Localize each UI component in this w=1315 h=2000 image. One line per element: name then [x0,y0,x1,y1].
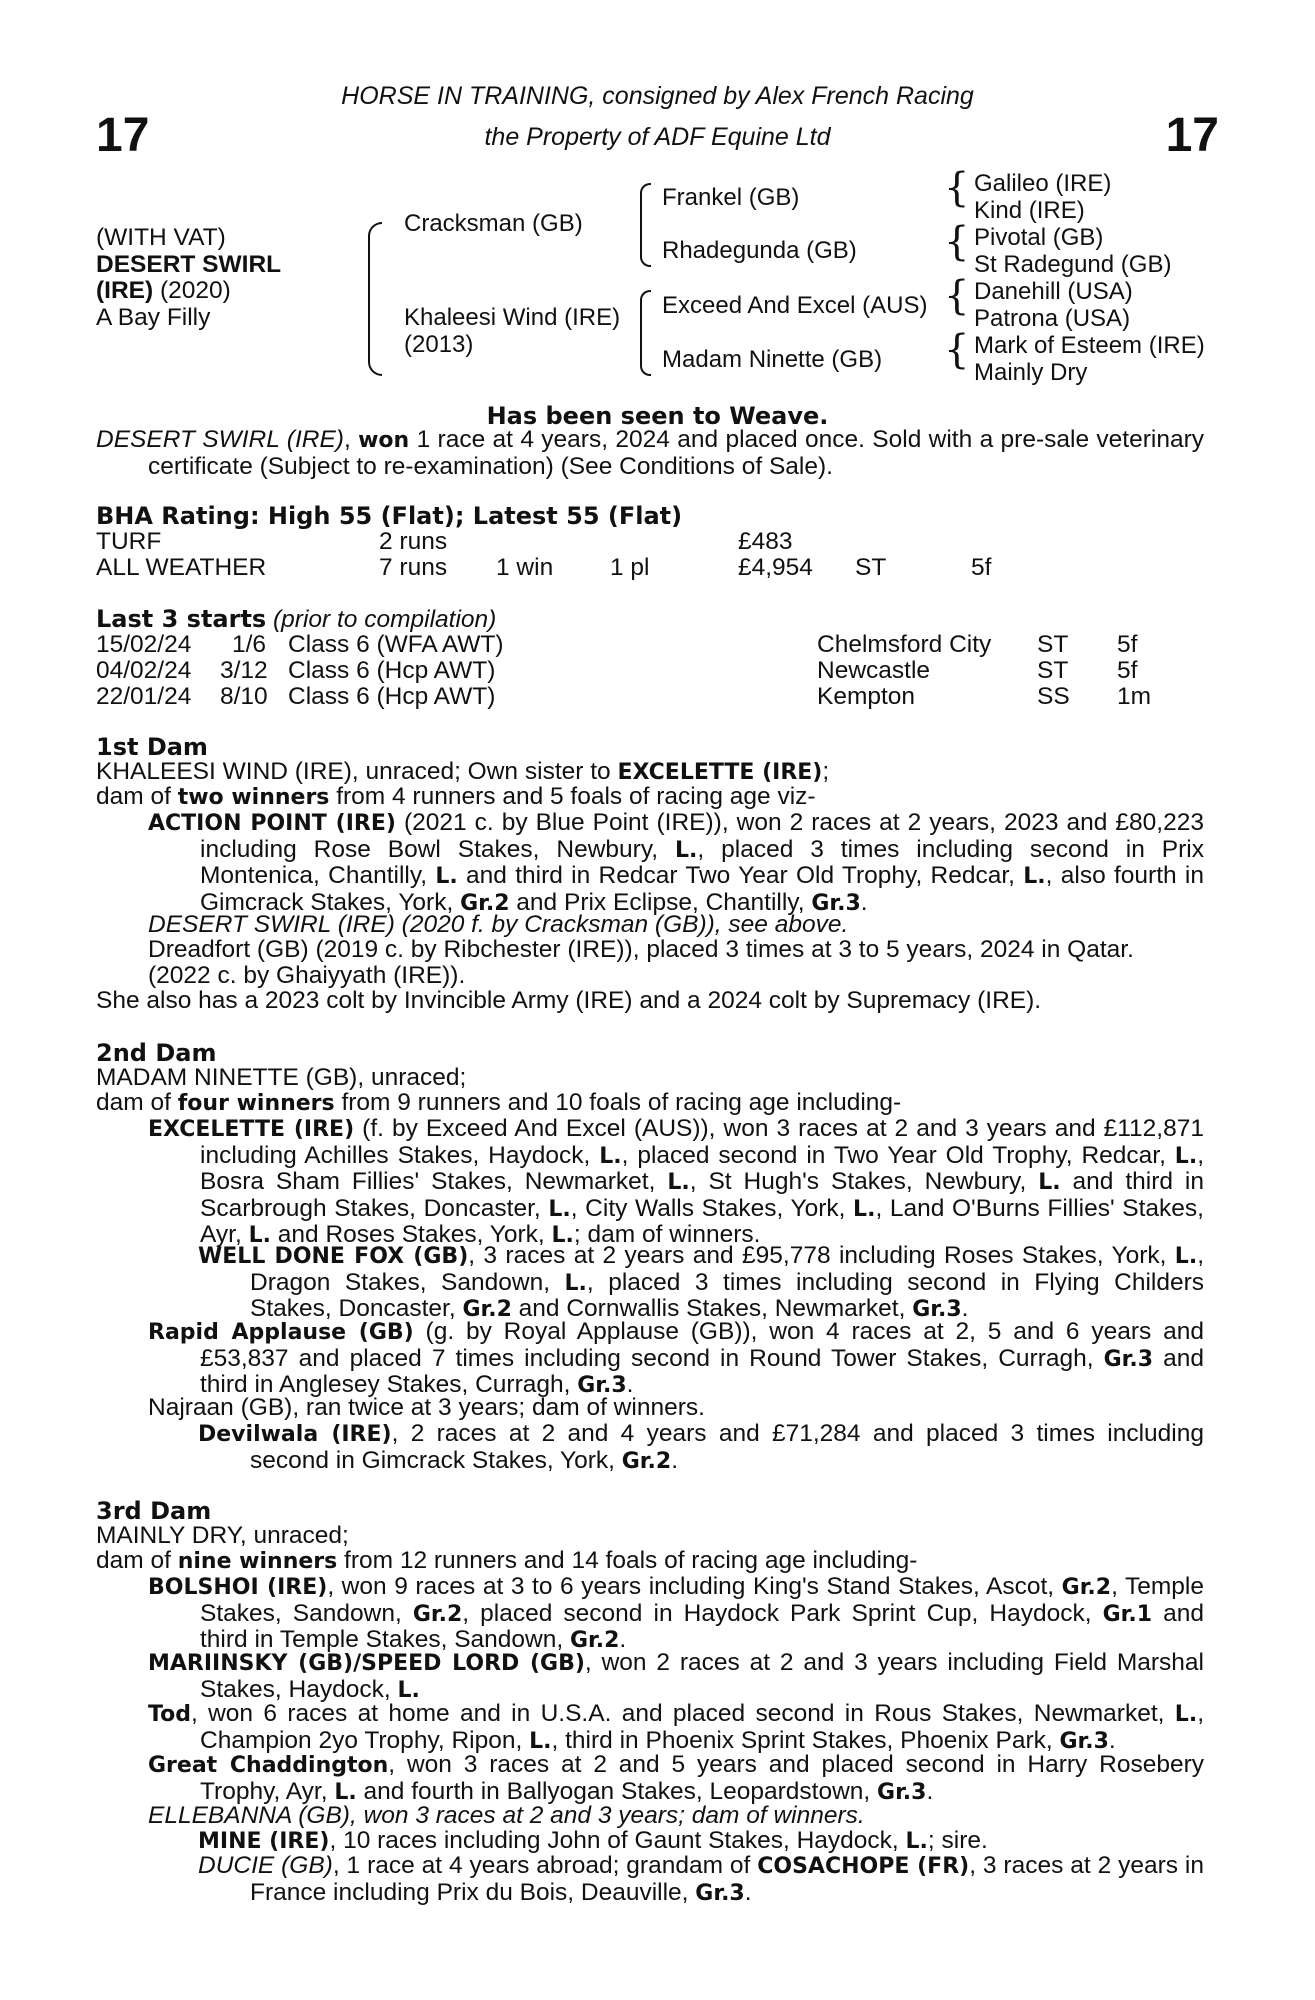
group-mark: Gr.2 [621,1448,672,1474]
start-course-2: Kempton [817,683,916,710]
listed-mark: L. [675,837,698,863]
dam1-sister: EXCELETTE (IRE) [617,760,823,785]
produce-text: , won 9 races at 3 to 6 years including King's Stand Stakes, Ascot, [327,1573,1062,1600]
produce-text: , Temple Stakes, Sandown, [200,1573,1204,1627]
listed-mark: L. [1174,1244,1198,1269]
pedigree-brace-g4: { [944,327,970,373]
grandsire-3: Pivotal (GB) [974,224,1104,251]
produce-text: . [619,1626,627,1653]
dam1-produce-3: Dreadfort (GB) (2019 c. by Ribchester (IRE)), placed 3 times at 3 to 5 years, 2024 in Qatar. [148,936,1134,963]
produce-text: , 2 races at 2 and 4 years and £71,284 and placed 3 times including second in Gimcrack Stakes, York, [250,1420,1204,1474]
summary-horse: DESERT SWIRL (IRE) [96,426,344,453]
lot-number-right: 17 [1165,109,1219,162]
listed-mark: L. [529,1728,552,1754]
dam3-produce-mine [96,1828,1204,1855]
group-mark: Gr.3 [1103,1346,1154,1372]
produce-text: , third in Phoenix Sprint Stakes, Phoenix Park, [551,1726,1060,1754]
produce-text: , Bosra Sham Fillies' Stakes, Newmarket, [200,1141,1204,1195]
sire-sire: Frankel (GB) [662,184,800,211]
grandsire-7: Mark of Esteem (IRE) [974,332,1205,359]
starts-title: Last 3 starts [96,605,267,633]
dam1-produce-1 [96,810,1204,916]
produce-text: , Champion 2yo Trophy, Ripon, [200,1700,1204,1754]
rating-prize-1: £4,954 [738,554,813,581]
group-mark: Gr.3 [811,890,861,916]
dam2-line2 [96,1090,1204,1117]
rating-distance-1: 5f [971,554,992,581]
horse-year: (2020) [153,277,231,304]
produce-text: , also fourth in Gimcrack Stakes, York, [200,862,1204,916]
produce-text: and third in Anglesey Stakes, Curragh, [200,1344,1204,1398]
produce-text: , placed second in Haydock Park Sprint Cup, Haydock, [462,1599,1103,1627]
pedigree-brace-sire [640,183,651,267]
listed-mark: L. [551,1223,574,1248]
property-subtitle: the Property of ADF Equine Ltd [484,123,831,151]
dam-sire: Exceed And Excel (AUS) [662,292,928,319]
consignor-title: HORSE IN TRAINING, consigned by Alex French Racing [341,82,974,110]
grandsire-4: St Radegund (GB) [974,251,1172,278]
pedigree-brace-g3: { [944,273,970,319]
pedigree-brace-g2: { [944,219,970,265]
dam3-produce-bolshoi [96,1574,1204,1654]
horse-identity [96,225,281,331]
dam-dam: Madam Ninette (GB) [662,346,883,373]
dam2-winners: four winners [177,1091,335,1116]
produce-text: . [1108,1726,1116,1754]
dam3-produce-great-chaddington [96,1752,1204,1805]
produce-text: , won 3 races at 2 and 5 years and placed second in Harry Rosebery Trophy, Ayr, [200,1751,1204,1805]
produce-mariinsky: MARIINSKY (GB)/SPEED LORD (GB) [148,1651,585,1676]
produce-excelette: EXCELETTE (IRE) [148,1117,355,1142]
grandsire-6: Patrona (USA) [974,305,1131,332]
summary-paragraph: DESERT SWIRL (IRE), won 1 race at 4 years, 2024 and placed once. Sold with a pre-sale veterinary certificate (Subject to re-examination) (See Conditions of Sale). [96,426,1204,480]
grandsire-1: Galileo (IRE) [974,170,1112,197]
produce-rapid-applause: Rapid Applause (GB) [148,1320,414,1345]
produce-text: , won 6 races at home and in U.S.A. and placed second in Rous Stakes, Newmarket, [190,1700,1175,1727]
grandsire-8: Mainly Dry [974,359,1088,386]
dam1-text: KHALEESI WIND (IRE), unraced; Own sister to [96,758,618,785]
group-mark: Gr.3 [912,1297,962,1322]
listed-mark: L. [548,1196,571,1222]
dam1-heading: 1st Dam [96,733,208,761]
produce-text: , placed 3 times including second in Prix Montenica, Chantilly, [200,835,1204,889]
group-mark: Gr.3 [877,1779,927,1805]
produce-mine: MINE (IRE) [198,1829,330,1854]
produce-text: . [744,1878,752,1906]
produce-cosachope: COSACHOPE (FR) [757,1854,970,1879]
produce-text: , St Hugh's Stakes, Newbury, [689,1168,1039,1195]
produce-text: , 1 race at 4 years abroad; grandam of [332,1852,758,1879]
dam2-foals: from 9 runners and 10 foals of racing age including- [334,1089,902,1116]
dam3-winners: nine winners [177,1549,338,1574]
lot-number-left: 17 [96,109,150,162]
horse-name: DESERT SWIRL [96,250,282,278]
listed-mark: L. [248,1223,271,1248]
weave-note: Has been seen to Weave. [486,402,829,430]
produce-text: , Land O'Burns Fillies' Stakes, Ayr, [200,1194,1204,1248]
group-mark: Gr.1 [1102,1601,1153,1627]
dam2-produce-najraan: Najraan (GB), ran twice at 3 years; dam of winners. [148,1394,705,1421]
rating-placed-1: 1 pl [610,554,650,581]
dam2-dam-of: dam of [96,1089,178,1116]
summary-won: won [358,428,410,453]
dam1-produce-2: DESERT SWIRL (IRE) (2020 f. by Cracksman (GB)), see above. [148,911,849,938]
horse-description: A Bay Filly [96,303,211,331]
start-pos-1: 3/12 [220,657,268,684]
horse-name-line2 [96,278,281,305]
produce-text: , placed 3 times including second in Flying Childers Stakes, Doncaster, [250,1268,1204,1322]
produce-text: . [926,1777,934,1805]
summary-text: 1 race at 4 years, 2024 and placed once. Sold with a pre-sale veterinary certificate (Subject to re-examination) (See Conditions of Sale). [148,426,1204,480]
pedigree-brace-dam [640,290,651,376]
group-mark: Gr.3 [1059,1728,1109,1754]
listed-mark: L. [397,1677,420,1703]
produce-great-chaddington: Great Chaddington [148,1753,389,1778]
dam1-line2 [96,784,1204,811]
listed-mark: L. [564,1270,587,1296]
dam-line2: (2013) [404,331,474,358]
pedigree-brace-g1: { [944,165,970,211]
start-date-1: 04/02/24 [96,657,192,684]
dam3-produce-tod [96,1701,1204,1754]
start-course-0: Chelmsford City [817,631,992,658]
rating-surface-1: ALL WEATHER [96,554,267,581]
start-dist-1: 5f [1117,657,1138,684]
start-going-1: ST [1037,657,1069,684]
dam1-winners: two winners [177,785,330,810]
produce-text: . [671,1446,678,1474]
rating-runs-0: 2 runs [379,528,448,555]
produce-devilwala: Devilwala (IRE) [198,1422,392,1447]
produce-text: . [961,1295,969,1322]
produce-text: , Dragon Stakes, Sandown, [250,1242,1204,1296]
dam2-heading: 2nd Dam [96,1039,217,1067]
start-race-2: Class 6 (Hcp AWT) [288,683,496,710]
sire-dam: Rhadegunda (GB) [662,237,857,264]
sire: Cracksman (GB) [404,210,583,237]
dam3-dam-of: dam of [96,1547,178,1574]
dam1-text-end: ; [822,758,830,785]
dam3-heading: 3rd Dam [96,1497,212,1525]
produce-text: (2021 c. by Blue Point (IRE)), won 2 races at 2 years, 2023 and £80,223 including Rose Bowl Stakes, Newbury, [200,809,1204,863]
start-pos-2: 8/10 [220,683,268,710]
rating-runs-1: 7 runs [379,554,448,581]
listed-mark: L. [1038,1170,1061,1195]
rating-wins-1: 1 win [496,554,554,581]
rating-surface-0: TURF [96,528,162,555]
dam3-produce-mariinsky [96,1650,1204,1703]
rating-prize-0: £483 [738,528,793,555]
listed-mark: L. [334,1779,357,1805]
produce-action-point: ACTION POINT (IRE) [148,811,396,836]
produce-text: . [626,1371,634,1398]
dam2-produce-rapid-applause [96,1319,1204,1399]
horse-suffix: (IRE) [96,277,154,304]
group-mark: Gr.3 [695,1880,745,1906]
produce-text: , won 2 races at 2 and 3 years including Field Marshal Stakes, Haydock, [200,1649,1204,1703]
group-mark: Gr.2 [569,1628,620,1653]
produce-text: and Roses Stakes, York, [270,1221,552,1248]
dam2-produce-devilwala [96,1421,1204,1474]
dam1-line1 [96,759,1204,786]
produce-text: , 10 races including John of Gaunt Stakes, Haydock, [329,1827,906,1854]
produce-text: , placed second in Two Year Old Trophy, Redcar, [621,1141,1175,1169]
listed-mark: L. [1174,1143,1198,1169]
dam2-line1: MADAM NINETTE (GB), unraced; [96,1064,467,1091]
listed-mark: L. [435,864,458,889]
start-date-2: 22/01/24 [96,683,192,710]
dam3-produce-ducie [96,1853,1204,1906]
start-course-1: Newcastle [817,657,931,684]
dam3-foals: from 12 runners and 14 foals of racing age including- [337,1547,918,1574]
starts-heading [96,605,496,634]
start-pos-0: 1/6 [232,631,267,658]
produce-text: and Prix Eclipse, Chantilly, [509,888,812,916]
produce-text: and fourth in Ballyogan Stakes, Leopardstown, [356,1777,878,1805]
listed-mark: L. [905,1829,928,1854]
start-dist-2: 1m [1117,683,1152,710]
produce-text: (g. by Royal Applause (GB)), won 4 races at 2, 5 and 6 years and £53,837 and placed 7 times including second in Round Tower Stakes, Curragh, [200,1318,1204,1372]
produce-text: . [860,888,868,916]
group-mark: Gr.2 [412,1601,463,1627]
dam3-line1: MAINLY DRY, unraced; [96,1522,349,1549]
produce-tod: Tod [148,1702,191,1727]
produce-text: , 3 races at 2 years and £95,778 including Roses Stakes, York, [468,1242,1175,1269]
dam-line1: Khaleesi Wind (IRE) [404,304,621,331]
produce-text: ; dam of winners. [573,1221,761,1248]
listed-mark: L. [599,1143,622,1169]
dam1-foals: from 4 runners and 5 foals of racing age viz- [329,783,816,810]
grandsire-5: Danehill (USA) [974,278,1133,305]
dam3-produce-ellebanna: ELLEBANNA (GB), won 3 races at 2 and 3 years; dam of winners. [148,1802,865,1829]
pedigree-brace-main [368,222,382,376]
produce-text: and third in Temple Stakes, Sandown, [200,1599,1204,1653]
group-mark: Gr.2 [460,890,510,916]
listed-mark: L. [1174,1702,1198,1727]
start-race-0: Class 6 (WFA AWT) [288,631,504,658]
group-mark: Gr.2 [1061,1575,1112,1600]
group-mark: Gr.2 [462,1297,512,1322]
produce-bolshoi: BOLSHOI (IRE) [148,1575,328,1600]
grandsire-2: Kind (IRE) [974,197,1085,224]
dam1-produce-4: (2022 c. by Ghaiyyath (IRE)). [148,962,466,989]
produce-text: and Cornwallis Stakes, Newmarket, [511,1295,913,1322]
start-going-2: SS [1037,683,1070,710]
produce-well-done-fox: WELL DONE FOX (GB) [198,1244,469,1269]
dam2-produce-excelette [96,1116,1204,1249]
vat-label: (WITH VAT) [96,224,226,251]
start-going-0: ST [1037,631,1069,658]
produce-text: and third in Scarbrough Stakes, Doncaster, [200,1168,1204,1222]
start-race-1: Class 6 (Hcp AWT) [288,657,496,684]
listed-mark: L. [667,1170,690,1195]
produce-ducie: DUCIE (GB) [198,1852,333,1879]
listed-mark: L. [1023,864,1046,889]
group-mark: Gr.3 [577,1373,627,1398]
produce-text: , City Walls Stakes, York, [570,1194,854,1222]
produce-text: ; sire. [927,1827,988,1854]
listed-mark: L. [853,1196,876,1222]
produce-text: and third in Redcar Two Year Old Trophy, Redcar, [457,862,1024,889]
start-date-0: 15/02/24 [96,631,192,658]
dam1-produce-5: She also has a 2023 colt by Invincible Army (IRE) and a 2024 colt by Supremacy (IRE). [96,987,1042,1014]
starts-note: (prior to compilation) [273,606,497,633]
rating-going-1: ST [855,554,887,581]
dam3-line2 [96,1548,1204,1575]
bha-rating-title: BHA Rating: High 55 (Flat); Latest 55 (Flat) [96,502,683,530]
produce-text: , 3 races at 2 years in France including Prix du Bois, Deauville, [250,1852,1204,1906]
start-dist-0: 5f [1117,631,1138,658]
dam2-produce-well-done-fox [96,1243,1204,1323]
dam1-dam-of: dam of [96,783,178,810]
produce-text: (f. by Exceed And Excel (AUS)), won 3 races at 2 and 3 years and £112,871 including Achilles Stakes, Haydock, [200,1115,1204,1169]
